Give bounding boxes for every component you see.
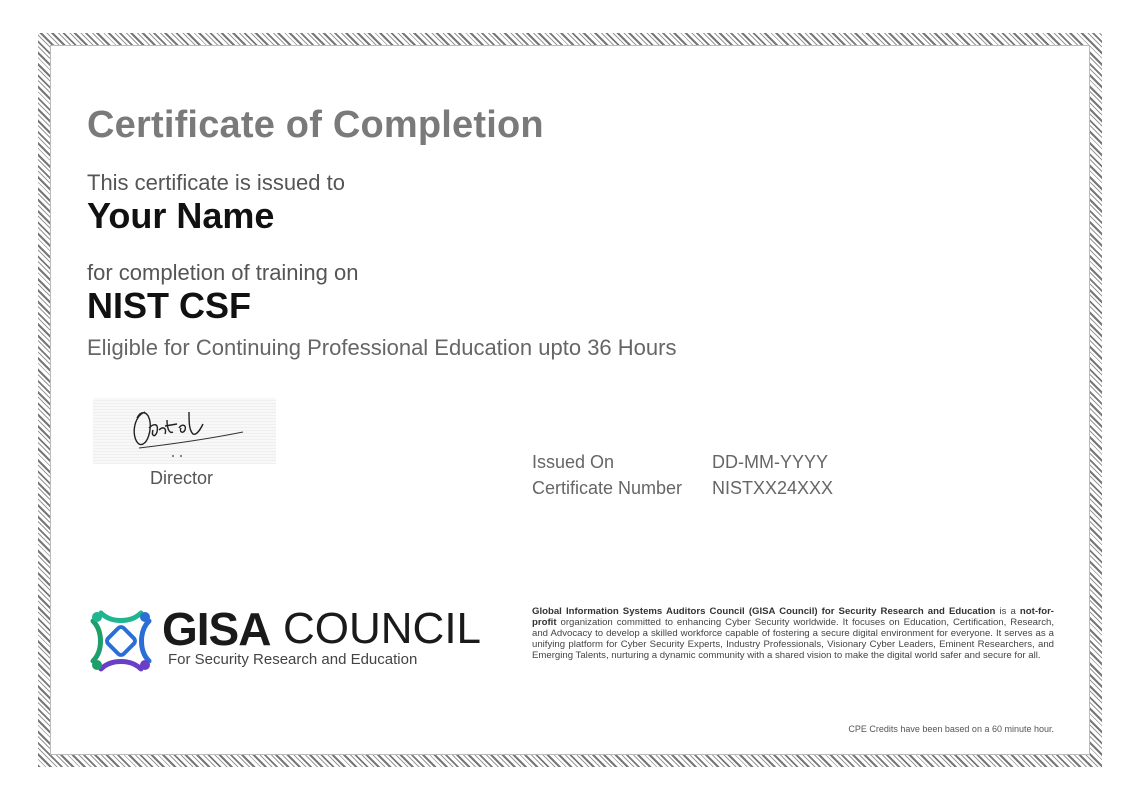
certificate-number-label: Certificate Number — [532, 478, 683, 498]
issued-on-label: Issued On — [532, 452, 615, 472]
logo-word-gisa: GISA — [162, 603, 271, 655]
signatory-title: Director — [150, 468, 214, 488]
completion-label: for completion of training on — [87, 260, 359, 285]
recipient-name: Your Name — [87, 195, 275, 236]
issued-to-label: This certificate is issued to — [87, 170, 345, 195]
certificate-number-value: NISTXX24XXX — [712, 478, 834, 498]
logo-tagline: For Security Research and Education — [168, 651, 418, 668]
cpe-footnote: CPE Credits have been based on a 60 minute hour. — [848, 724, 1054, 734]
nonprofit-text: not-for-profit — [532, 606, 1054, 628]
logo-word-council: COUNCIL — [283, 604, 482, 653]
issued-on-value: DD-MM-YYYY — [712, 452, 828, 472]
certificate-meta — [532, 449, 833, 501]
about-is-a: is a — [995, 606, 1020, 617]
course-name: NIST CSF — [87, 285, 252, 326]
certificate-title: Certificate of Completion — [87, 104, 544, 146]
org-name: Global Information Systems Auditors Council (GISA Council) for Security Research and Education — [532, 606, 996, 617]
organization-description — [532, 606, 1054, 661]
cpe-eligibility: Eligible for Continuing Professional Education upto 36 Hours — [87, 335, 677, 360]
signature-image — [93, 398, 276, 464]
about-body: organization committed to enhancing Cyber Security worldwide. It focuses on Education, Certification, Research, and Advocacy to develop a skilled workforce capable of fostering a secure digital environment for everyone. It serves as a unifying platform for Cyber Security Experts, Industry Professionals, Visionary Cyber Leaders, Eminent Researchers, and Emerging Talents, nurturing a dynamic community with a shared vision to make the digital world safer and secure for all. — [532, 617, 1054, 661]
